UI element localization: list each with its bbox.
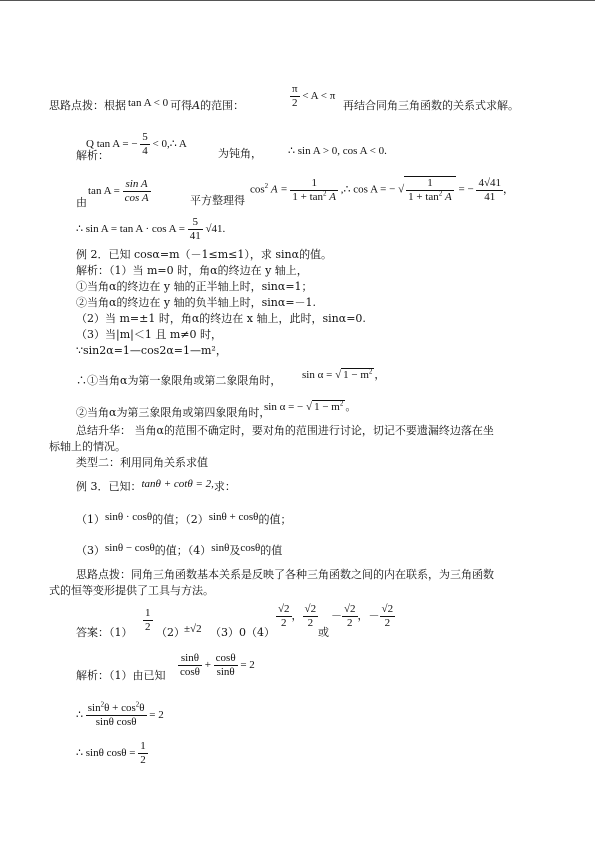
q1-b: 的值；（2） <box>152 513 209 526</box>
math-tan-cot: tanθ + cotθ = 2, <box>141 478 214 490</box>
c1-c: =1； <box>285 280 313 293</box>
answer-label: 答案：（1） <box>76 626 133 639</box>
sqrt-sign: √ <box>398 183 405 196</box>
frac-4sqrt41-41 <box>476 177 503 204</box>
den-A: A <box>329 190 337 203</box>
ex2-c: 的值。 <box>299 248 333 261</box>
frac-num: sinθ <box>178 652 202 666</box>
q3-c: 及 <box>229 544 241 557</box>
frac-cos-sin <box>214 652 238 679</box>
ex2-solution-1 <box>76 264 308 278</box>
c6-a: ∴①当角 <box>76 374 120 387</box>
math-lt0: < 0,∴ A <box>152 138 187 151</box>
answer-4-neg <box>331 603 395 630</box>
math-sin-alpha-neg <box>264 401 356 414</box>
alpha: α <box>106 344 114 357</box>
frac-sin2-cos2 <box>86 702 147 729</box>
math-sqrt41: √41. <box>205 223 226 236</box>
frac-den: 2 <box>140 754 146 766</box>
frac-5-4 <box>140 131 150 158</box>
frac-pi-2 <box>290 83 300 110</box>
obtuse-text: 为钝角， <box>218 147 262 160</box>
comma: ， <box>291 610 303 623</box>
c6-b: 为第一象限角或第二象限角时， <box>127 374 282 387</box>
ex2-case-2 <box>76 296 316 310</box>
frac-num: 1 <box>140 740 146 752</box>
frac-den: 4 <box>142 145 148 157</box>
frac-num: cosθ <box>215 652 236 664</box>
radicand-text: 1 − m <box>314 401 340 413</box>
frac-den: cosθ <box>180 666 200 678</box>
frac-sinA-cosA <box>123 178 151 205</box>
sum1-a: 总结升华： 当角 <box>76 424 157 437</box>
sqrt-sign: √ <box>335 369 342 381</box>
theta: θ <box>139 702 145 714</box>
den-text: 1 + tan <box>292 190 324 203</box>
ex2-case-5 <box>76 344 227 358</box>
frac-num: 5 <box>188 216 203 230</box>
math-sin-minus-cos: sinθ − cosθ <box>105 542 155 554</box>
sqrt-1-m2 <box>335 369 374 382</box>
frac-sqrt2-2 <box>380 603 396 630</box>
alpha: α <box>291 248 300 261</box>
c7-a: ②当角 <box>76 406 109 419</box>
alpha: α <box>120 374 128 387</box>
den-A: A <box>445 191 452 203</box>
frac-num: √2 <box>381 603 394 615</box>
den-text: 1 + tan <box>408 191 439 203</box>
c3-b: 的终边在 x 轴上，此时，sin <box>199 312 339 325</box>
plus: + <box>204 659 211 672</box>
ex3-tail: 求： <box>213 480 236 493</box>
frac-sin-cos <box>178 652 202 679</box>
frac-num: √2 <box>304 603 317 615</box>
frac-den: 41 <box>484 190 496 203</box>
c7-end: 。 <box>345 401 357 413</box>
frac-num: 1 <box>290 177 338 191</box>
solution-label: 解析： <box>76 149 109 162</box>
frac-den: 2 <box>281 617 287 629</box>
alpha: α <box>109 406 117 419</box>
frac-num: π <box>292 83 298 95</box>
frac-den: 41 <box>189 230 201 242</box>
frac-num: 1 <box>145 607 151 619</box>
math-sin-alpha-pos <box>302 369 385 382</box>
ex3-a: 例 3．已知： <box>76 480 142 493</box>
sol3-label: 解析：（1）由已知 <box>76 669 166 682</box>
frac-num: 5 <box>142 131 148 143</box>
summary-1 <box>76 424 494 438</box>
tip-mid: 可得 <box>170 99 193 112</box>
frac-sqrt2-2 <box>342 603 358 630</box>
answer-4-pos <box>276 603 318 630</box>
therefore: ∴ <box>76 709 83 722</box>
minus: － <box>331 610 342 623</box>
c5-a: ∵sin2 <box>76 344 107 357</box>
frac-5-41 <box>188 216 203 243</box>
alpha: α <box>109 280 117 293</box>
alpha: α <box>166 344 174 357</box>
answer-2-label: （2） <box>156 626 185 639</box>
question-1-2 <box>76 513 291 527</box>
math-tanA-eq: tan A = − <box>96 138 138 151</box>
math-sin-cos-half <box>76 740 148 767</box>
c7-b: 为第三象限角或第四象限角时， <box>116 406 271 419</box>
sum1-b: 的范围不确定时，要对角的范围进行讨论，切记不要遗漏终边落在坐 <box>163 424 494 437</box>
alpha: α <box>152 248 160 261</box>
frac-1-2 <box>138 740 148 767</box>
math-tanA-lt0: tan A < 0 <box>128 97 169 109</box>
frac-sqrt2-2 <box>303 603 319 630</box>
answer-or: 或 <box>318 626 329 639</box>
answer-half <box>143 607 153 634</box>
frac-den: 2 <box>384 617 391 629</box>
math-pi-over-2-range <box>290 83 335 110</box>
frac-num: sin A <box>123 178 151 192</box>
ex2-case-1 <box>76 280 313 294</box>
alpha: α <box>191 312 200 325</box>
comma: ， <box>502 183 514 196</box>
because-symbol: Q <box>86 138 94 151</box>
c3-a: （2）当 m=±1 时，角 <box>76 312 192 325</box>
c1-b: 的终边在 y 轴的正半轴上时，sin <box>116 280 278 293</box>
frac-num: √2 <box>344 603 356 615</box>
frac-num: √2 <box>278 603 290 615</box>
frac-den: $1 + \tan^2 A$ <box>408 189 452 203</box>
c3-c: =0. <box>346 312 366 325</box>
eq2: = 2 <box>149 709 164 722</box>
math-sin-plus-cos: sinθ + cosθ <box>208 511 259 523</box>
comma: ， <box>357 610 369 623</box>
from-text: 由 <box>76 196 87 209</box>
frac-num: 1 <box>406 177 454 191</box>
frac-den: $1 + \tan^2 A$ <box>292 188 337 203</box>
frac-num: $\sin^2\theta + \cos^2\theta$ <box>87 700 145 714</box>
math-sin-alpha: sin α = <box>302 369 333 381</box>
alpha: α <box>109 296 117 309</box>
alpha: α <box>156 424 164 437</box>
frac-den: 2 <box>307 617 314 629</box>
math-A: A <box>192 99 201 112</box>
alpha: α <box>338 312 347 325</box>
theta-plus-cos: θ + cos <box>104 702 136 714</box>
math-range: < A < π <box>302 90 336 103</box>
frac-den: 2 <box>292 97 298 109</box>
tip-2-line-2: 式的恒等变形提供了工具与方法。 <box>49 584 214 597</box>
sol-b: 的终边在 y 轴上， <box>217 264 308 277</box>
answer-3-label: （3）0（4） <box>210 626 275 639</box>
page-top-rule <box>0 0 595 1</box>
c2-c: =－1. <box>285 296 317 309</box>
tip-tail: 的范围： <box>200 99 245 112</box>
c6-end: ， <box>374 369 386 381</box>
alpha: α <box>277 296 286 309</box>
frac-inner <box>404 176 456 204</box>
alpha: α <box>210 264 218 277</box>
math-sin2-cos2 <box>76 702 164 729</box>
ex2-b: =m（－1≤m≤1），求 sin <box>159 248 292 261</box>
alpha: α <box>277 280 286 293</box>
frac-den: 2 <box>347 617 353 629</box>
math-tanA-ratio <box>88 178 151 205</box>
example-2 <box>76 248 332 262</box>
ex2-case-3 <box>76 312 366 326</box>
c5-b: =1—cos2 <box>113 344 167 357</box>
q3-b: 的值；（4） <box>154 544 212 557</box>
math-eq-minus: = − <box>458 183 474 196</box>
c5-c: =1—m²， <box>173 344 227 357</box>
tip-text: 思路点拨：根据 <box>49 99 126 112</box>
math-sin-theta: sinθ <box>211 542 230 554</box>
radicand: $1 - m^2$ <box>314 399 344 413</box>
math-sin-cos-sum <box>178 652 255 679</box>
tip-end: 再结合同角三角函数的关系式求解。 <box>343 99 519 112</box>
frac-1-over-1-tan2 <box>290 177 338 204</box>
ex2-case-6 <box>76 374 281 388</box>
math-cos-theta: cosθ <box>240 542 261 554</box>
math-cosA: ,∴ cos A = − <box>340 183 396 196</box>
tip-line-1 <box>49 99 244 113</box>
sol-a: 解析：（1）当 m=0 时，角 <box>76 264 211 277</box>
ex2-a: 例 2．已知 cos <box>76 248 153 261</box>
q1-a: （1） <box>76 513 105 526</box>
math-sinA-eq: ∴ sin A = tan A · cos A = <box>76 223 185 236</box>
math-sinA-result <box>76 216 225 243</box>
c1-a: ①当角 <box>76 280 109 293</box>
tip-2-line-1: 思路点拨：同角三角函数基本关系是反映了各种三角函数之间的内在联系，为三角函数 <box>76 568 494 581</box>
summary-2: 标轴上的情况。 <box>49 440 126 453</box>
ex2-case-7 <box>76 406 270 420</box>
frac-den: 2 <box>145 621 151 633</box>
sqrt-1-m2 <box>306 401 345 414</box>
math-tanA: tan A = <box>88 185 120 198</box>
frac-num: 4√41 <box>478 176 501 189</box>
q1-c: 的值； <box>258 513 292 526</box>
c2-b: 的终边在 y 轴的负半轴上时，sin <box>116 296 278 309</box>
c2-a: ②当角 <box>76 296 109 309</box>
sqrt-sign: √ <box>306 401 313 413</box>
frac-1-2 <box>143 607 153 634</box>
frac-den: sinθ cosθ <box>95 716 137 728</box>
q3-a: （3） <box>76 544 105 557</box>
frac-den: cos A <box>124 192 149 204</box>
math-sin-dot-cos: sinθ · cosθ <box>105 511 153 523</box>
sqrt-frac <box>398 176 456 204</box>
math-A-eq: A = <box>270 183 288 196</box>
minus: － <box>368 610 380 623</box>
example-3 <box>76 480 236 494</box>
ex2-case-4: （3）当|m|＜1 且 m≠0 时， <box>76 328 222 341</box>
math-sin-cos-cond: ∴ sin A > 0, cos A < 0. <box>288 145 387 157</box>
sin2: sin <box>87 702 101 714</box>
therefore-sin-cos: ∴ sinθ cosθ = <box>76 747 136 760</box>
math-sin-alpha-neg: sin α = − <box>264 401 304 413</box>
square-text: 平方整理得 <box>190 194 245 207</box>
frac-den: sinθ <box>216 666 235 678</box>
q3-d: 的值 <box>260 544 283 557</box>
math-cos: cos <box>250 183 265 196</box>
math-cos2A: $\cos^2 A$ = $\frac{1}{1 + \tan^2 A}$ ,∴ cos A = − √ $\frac{1}{1 + \tan^2 A}$ = − $\frac{4√41}{41}$ ， <box>250 176 514 203</box>
answer-pm-sqrt2: ±√2 <box>184 623 202 635</box>
type-two-heading: 类型二：利用同角关系求值 <box>76 456 208 469</box>
eq2: = 2 <box>240 659 255 672</box>
question-3-4 <box>76 544 282 558</box>
radicand-text: 1 − m <box>343 369 369 381</box>
frac-sqrt2-2 <box>276 603 292 630</box>
radicand: $1 - m^2$ <box>343 367 373 381</box>
